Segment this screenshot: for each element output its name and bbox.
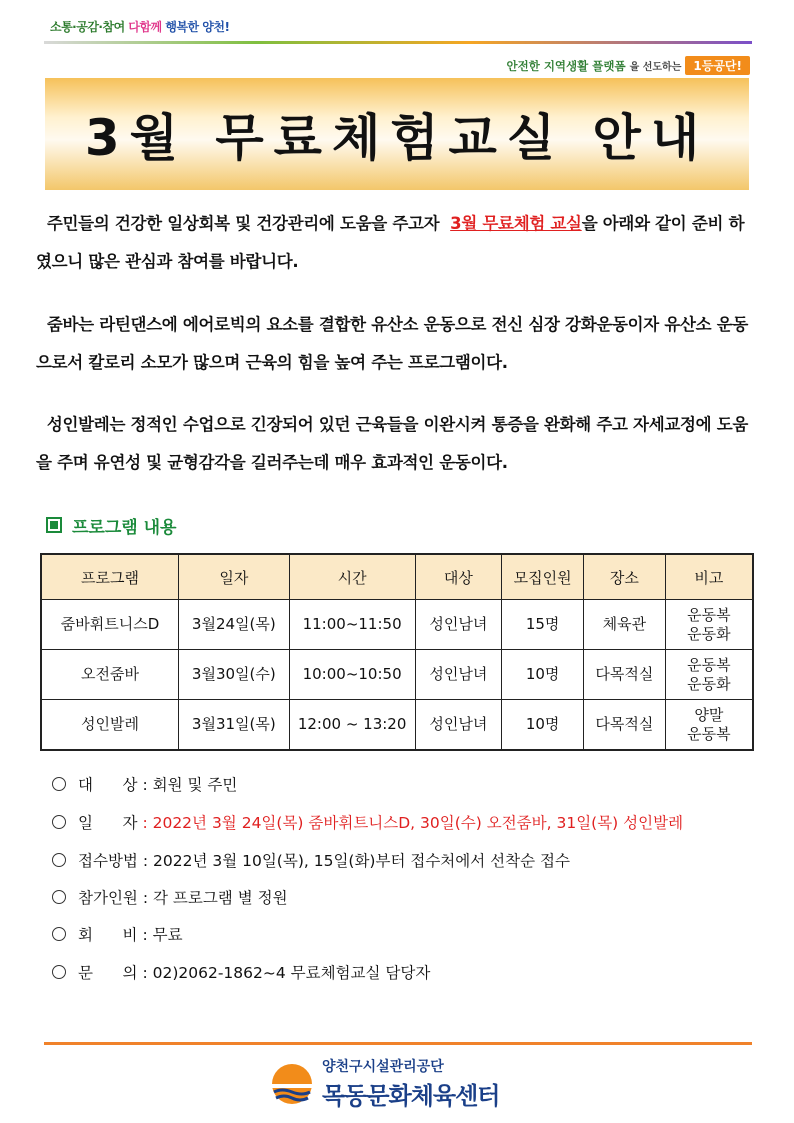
- header-note: 비고: [665, 554, 753, 600]
- info-target: [52, 773, 237, 795]
- intro-text-1: 주민들의 건강한 일상회복 및 건강관리에 도움을 주고자: [46, 214, 440, 233]
- circle-bullet-icon: [52, 815, 66, 829]
- cell-target: 성인남녀: [415, 650, 502, 700]
- cell-note: [665, 600, 753, 650]
- ballet-description: [36, 406, 752, 482]
- cell-capacity: 10명: [502, 650, 584, 700]
- info-apply: [52, 849, 570, 871]
- info-date: [52, 811, 683, 833]
- note-line-1: 양말: [694, 705, 724, 724]
- info-contact-value: : 02)2062-1862~4 무료체험교실 담당자: [142, 964, 431, 982]
- table-row: [41, 600, 753, 650]
- intro-text-2: 을 아래와 같이 준비 하였으니 많은 관심과 참여를 바랍니다.: [36, 214, 745, 271]
- cell-note: [665, 700, 753, 751]
- cell-capacity: 10명: [502, 700, 584, 751]
- platform-text-1: 안전한 지역생활 플랫폼: [506, 58, 626, 73]
- note-line-2: 운동화: [687, 674, 731, 693]
- info-target-value: : 회원 및 주민: [142, 776, 238, 794]
- footer-org-name: 양천구시설관리공단: [322, 1059, 444, 1075]
- note-line-2: 운동화: [687, 624, 731, 643]
- cell-target: 성인남녀: [415, 600, 502, 650]
- top-divider: [44, 41, 752, 44]
- cell-time: 10:00~10:50: [289, 650, 415, 700]
- info-people: [52, 886, 288, 908]
- circle-bullet-icon: [52, 890, 66, 904]
- header-program: 프로그램: [41, 554, 179, 600]
- section-title: 프로그램 내용: [72, 518, 177, 538]
- header-place: 장소: [584, 554, 666, 600]
- info-fee: [52, 923, 183, 945]
- info-people-value: : 각 프로그램 별 정원: [142, 889, 288, 907]
- page-title: 3월 무료체험교실 안내: [84, 109, 710, 167]
- header-capacity: 모집인원: [502, 554, 584, 600]
- table-row: [41, 650, 753, 700]
- cell-place: 다목적실: [584, 700, 666, 751]
- header-date: 일자: [179, 554, 290, 600]
- title-banner: [45, 78, 749, 190]
- cell-program: 줌바휘트니스D: [41, 600, 179, 650]
- cell-time: 12:00 ~ 13:20: [289, 700, 415, 751]
- square-bullet-icon: [46, 517, 62, 533]
- note-line-2: 운동복: [687, 724, 731, 743]
- cell-date: 3월31일(목): [179, 700, 290, 751]
- footer-logo: [270, 1056, 499, 1111]
- bottom-divider: [44, 1042, 752, 1045]
- section-heading: [46, 513, 176, 538]
- cell-note: [665, 650, 753, 700]
- cell-date: 3월24일(목): [179, 600, 290, 650]
- zumba-description-text: 줌바는 라틴댄스에 에어로빅의 요소를 결합한 유산소 운동으로 전신 심장 강화운동이자 유산소 운동으로서 칼로리 소모가 많으며 근육의 힘을 높여 주는 프로그램이다.: [36, 315, 748, 372]
- slogan-part-3: 행복한 양천!: [165, 20, 230, 34]
- slogan: [50, 18, 229, 35]
- cell-program: 오전줌바: [41, 650, 179, 700]
- note-line-1: 운동복: [687, 655, 731, 674]
- table-row: [41, 700, 753, 751]
- circle-bullet-icon: [52, 777, 66, 791]
- program-table: [40, 553, 754, 751]
- info-apply-value: : 2022년 3월 10일(목), 15일(화)부터 접수처에서 선착순 접수: [142, 852, 570, 870]
- note-line-1: 운동복: [687, 605, 731, 624]
- header-target: 대상: [415, 554, 502, 600]
- footer-text: [322, 1056, 499, 1111]
- slogan-part-1: 소통·공감·참여: [50, 20, 125, 34]
- info-fee-value: : 무료: [142, 926, 183, 944]
- platform-text-2: 을 선도하는: [629, 62, 682, 73]
- first-rank-badge: 1등공단!: [685, 56, 750, 75]
- footer-center-name: 목동문화체육센터: [322, 1082, 500, 1110]
- zumba-description: [36, 306, 752, 382]
- sun-wave-logo-icon: [270, 1062, 314, 1106]
- info-people-label: 참가인원: [78, 889, 138, 907]
- circle-bullet-icon: [52, 853, 66, 867]
- circle-bullet-icon: [52, 927, 66, 941]
- cell-program: 성인발레: [41, 700, 179, 751]
- cell-date: 3월30일(수): [179, 650, 290, 700]
- info-date-value: : 2022년 3월 24일(목) 줌바휘트니스D, 30일(수) 오전줌바, 31일(목) 성인발레: [142, 814, 684, 832]
- cell-time: 11:00~11:50: [289, 600, 415, 650]
- ballet-description-text: 성인발레는 정적인 수업으로 긴장되어 있던 근육들을 이완시켜 통증을 완화해 주고 자세교정에 도움을 주며 유연성 및 균형감각을 길러주는데 매우 효과적인 운동이다.: [36, 415, 748, 472]
- circle-bullet-icon: [52, 965, 66, 979]
- platform-tagline: [506, 56, 750, 75]
- info-target-label: 대 상: [78, 776, 138, 794]
- info-date-label: 일 자: [78, 814, 138, 832]
- cell-target: 성인남녀: [415, 700, 502, 751]
- table-header-row: [41, 554, 753, 600]
- header-time: 시간: [289, 554, 415, 600]
- cell-place: 다목적실: [584, 650, 666, 700]
- info-contact-label: 문 의: [78, 964, 138, 982]
- cell-capacity: 15명: [502, 600, 584, 650]
- info-fee-label: 회 비: [78, 926, 138, 944]
- intro-highlight: 3월 무료체험 교실: [450, 214, 582, 233]
- slogan-part-2: 다함께: [128, 20, 162, 34]
- intro-paragraph: [36, 205, 752, 281]
- cell-place: 체육관: [584, 600, 666, 650]
- info-apply-label: 접수방법: [78, 852, 138, 870]
- info-contact: [52, 961, 430, 983]
